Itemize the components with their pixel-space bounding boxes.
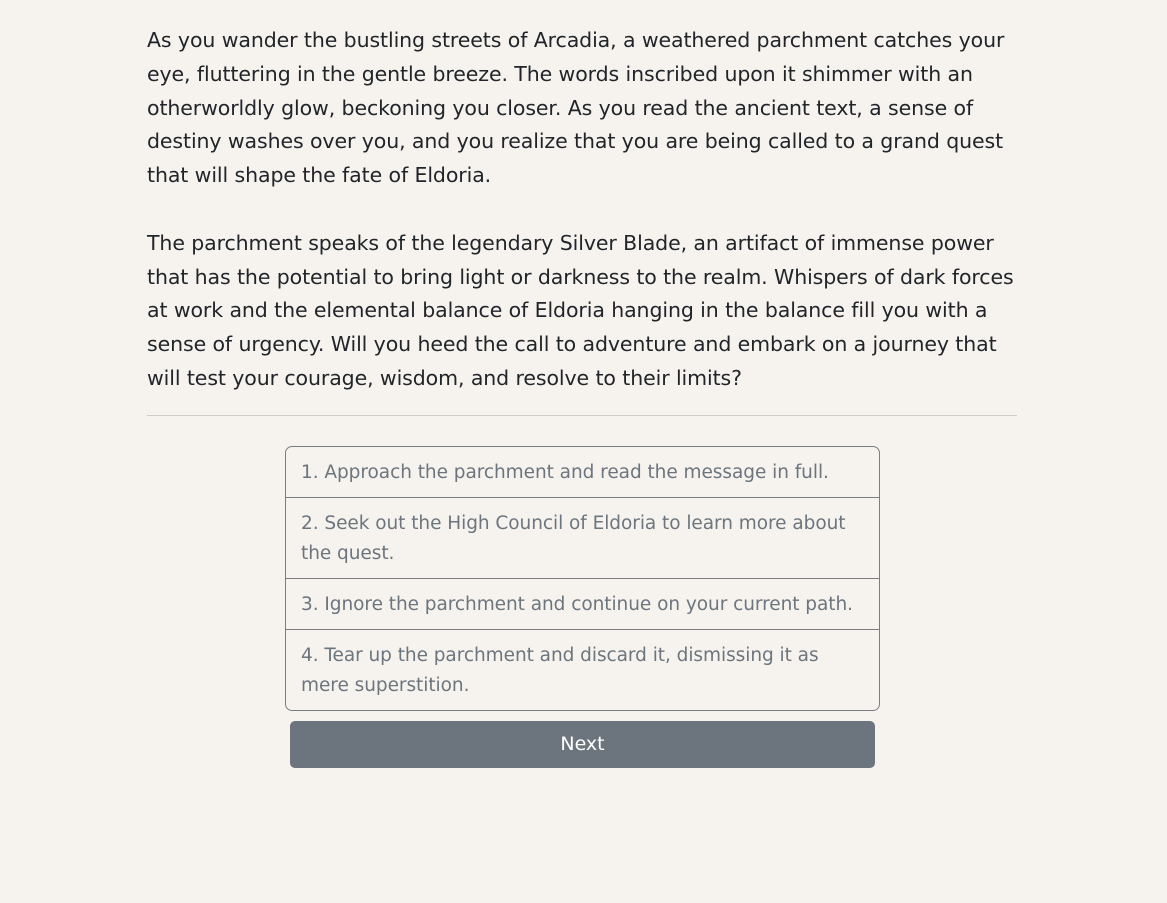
- choice-item-1[interactable]: 1. Approach the parchment and read the message in full.: [301, 462, 829, 483]
- choice-item-2[interactable]: 2. Seek out the High Council of Eldoria to learn more about the quest.: [286, 497, 879, 578]
- story-paragraph: As you wander the bustling streets of Arcadia, a weathered parchment catches your eye, fluttering in the gentle breeze. The words inscribed upon it shimmer with an otherworldly glow, beckoning you closer. As you read the ancient text, a sense of destiny washes over you, and you realize that you are being called to a grand quest that will shape the fate of Eldoria.: [147, 28, 1005, 188]
- story-text: [147, 24, 1017, 396]
- choice-item-3[interactable]: 3. Ignore the parchment and continue on your current path.: [286, 578, 879, 629]
- divider: [147, 415, 1017, 416]
- choice-list: [285, 446, 880, 711]
- choice-item-4[interactable]: 4. Tear up the parchment and discard it, dismissing it as mere superstition.: [286, 629, 879, 710]
- story-paragraph: The parchment speaks of the legendary Silver Blade, an artifact of immense power that has the potential to bring light or darkness to the realm. Whispers of dark forces at work and the elemental balance of Eldoria hanging in the balance fill you with a sense of urgency. Will you heed the call to adventure and embark on a journey that will test your courage, wisdom, and resolve to their limits?: [147, 230, 1014, 390]
- next-button[interactable]: Next: [290, 721, 875, 768]
